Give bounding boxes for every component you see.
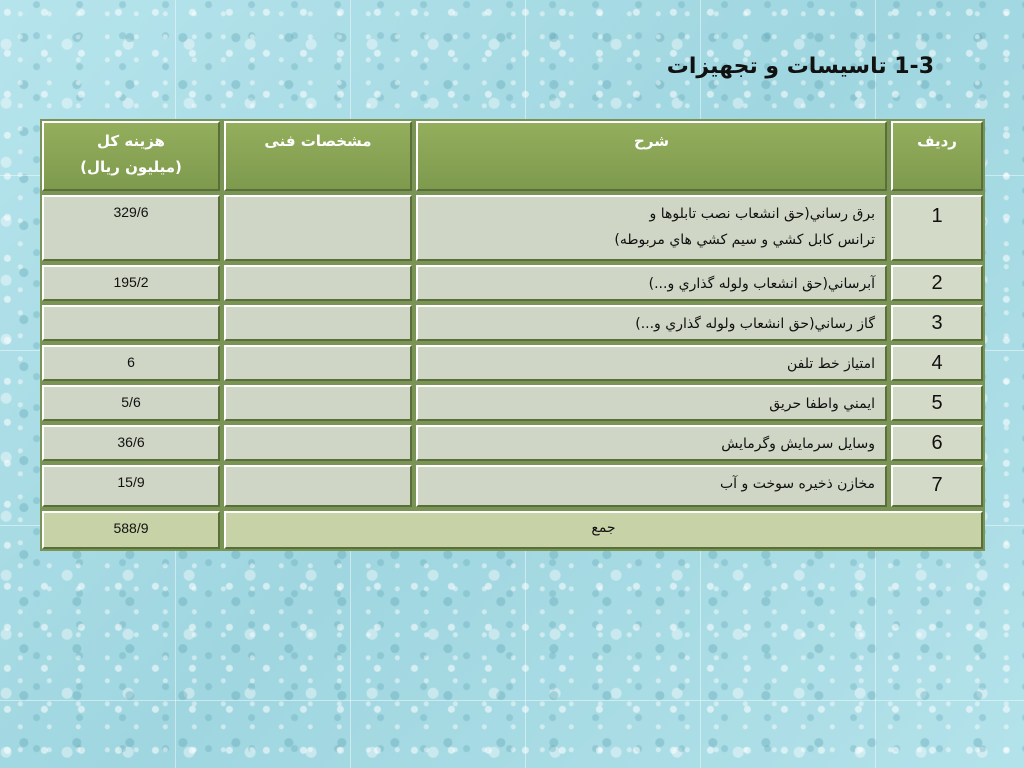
row-cost: 329/6 <box>42 195 220 261</box>
header-total-cost-line1: هزینه کل <box>97 132 165 150</box>
row-description: آبرساني(حق انشعاب ولوله گذاري و...) <box>416 265 887 301</box>
background-tile-seam <box>0 700 1024 701</box>
row-description: وسايل سرمايش وگرمايش <box>416 425 887 461</box>
row-specs <box>224 305 412 341</box>
header-total-cost <box>42 121 220 191</box>
row-number: 4 <box>891 345 983 381</box>
row-number: 3 <box>891 305 983 341</box>
row-number: 6 <box>891 425 983 461</box>
row-number: 7 <box>891 465 983 507</box>
row-cost: 195/2 <box>42 265 220 301</box>
row-number: 5 <box>891 385 983 421</box>
total-value: 588/9 <box>42 511 220 549</box>
row-number: 2 <box>891 265 983 301</box>
row-specs <box>224 345 412 381</box>
header-row-no: رديف <box>891 121 983 191</box>
row-cost <box>42 305 220 341</box>
row-description: مخازن ذخيره سوخت و آب <box>416 465 887 507</box>
row-description: ايمني واطفا حريق <box>416 385 887 421</box>
header-specs: مشخصات فنی <box>224 121 412 191</box>
row-description <box>416 195 887 261</box>
row-cost: 5/6 <box>42 385 220 421</box>
page-title: 1-3 تاسیسات و تجهیزات <box>666 54 934 79</box>
row-cost: 6 <box>42 345 220 381</box>
row-description-line: ترانس كابل كشي و سيم كشي هاي مربوطه) <box>614 232 875 248</box>
row-description: امتياز خط تلفن <box>416 345 887 381</box>
header-total-cost-line2: (میلیون ریال) <box>80 158 182 176</box>
facilities-table <box>40 119 985 551</box>
row-specs <box>224 465 412 507</box>
row-specs <box>224 195 412 261</box>
row-number: 1 <box>891 195 983 261</box>
row-specs <box>224 385 412 421</box>
total-label: جمع <box>224 511 983 549</box>
row-specs <box>224 265 412 301</box>
row-description: گاز رساني(حق انشعاب ولوله گذاري و...) <box>416 305 887 341</box>
row-cost: 36/6 <box>42 425 220 461</box>
row-cost: 15/9 <box>42 465 220 507</box>
row-specs <box>224 425 412 461</box>
row-description-line: برق رساني(حق انشعاب نصب تابلوها و <box>649 206 875 222</box>
header-description: شرح <box>416 121 887 191</box>
